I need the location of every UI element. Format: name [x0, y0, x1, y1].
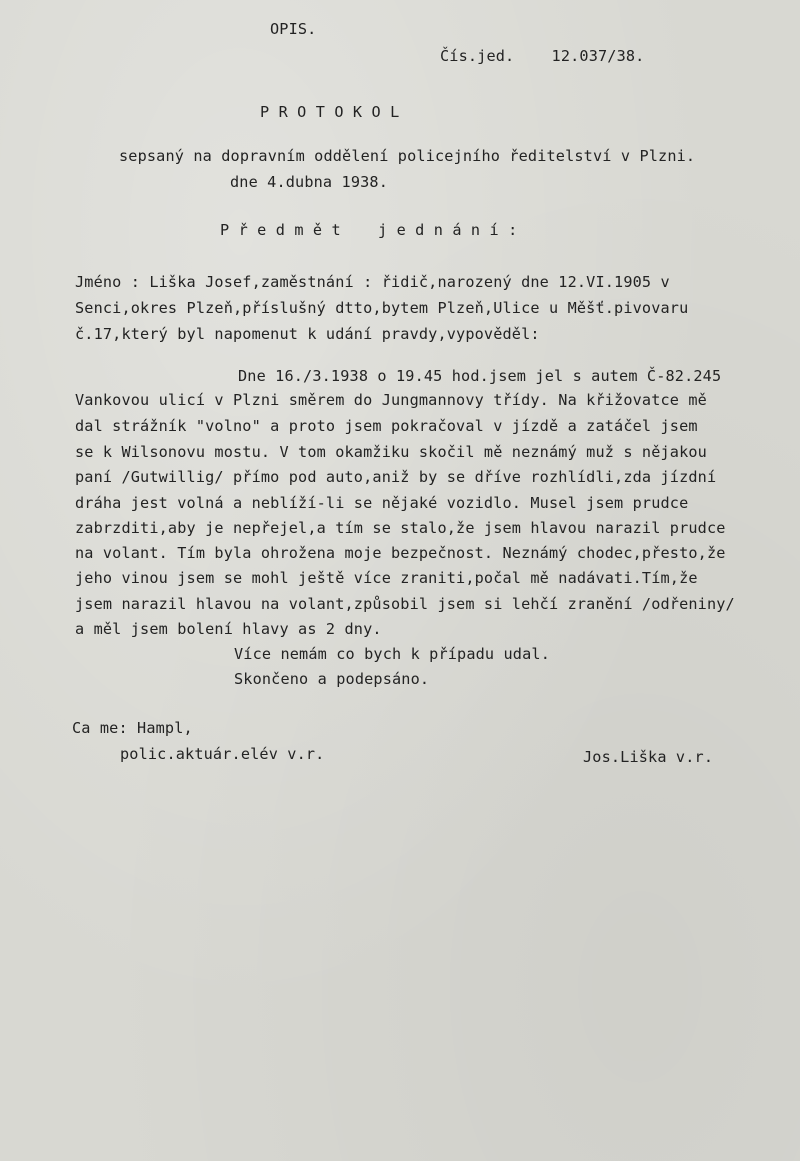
- intro-line: Jméno : Liška Josef,zaměstnání : řidič,narozený dne 12.VI.1905 v: [75, 273, 670, 291]
- statement-line: paní /Gutwillig/ přímo pod auto,aniž by se dříve rozhlídli,zda jízdní: [75, 468, 717, 486]
- subject-heading: P ř e d m ě t j e d n á n í :: [220, 221, 518, 239]
- signature-officer-name: Ca me: Hampl,: [72, 719, 193, 737]
- signature-officer-title: polic.aktuár.elév v.r.: [120, 745, 325, 763]
- reference-number: Čís.jed. 12.037/38.: [440, 47, 645, 65]
- statement-line: zabrzditi,aby je nepřejel,a tím se stalo,že jsem hlavou narazil prudce: [75, 519, 726, 537]
- statement-line: dal strážník "volno" a proto jsem pokračoval v jízdě a zatáčel jsem: [75, 417, 698, 435]
- subtitle-date: dne 4.dubna 1938.: [230, 173, 388, 191]
- statement-line: Dne 16./3.1938 o 19.45 hod.jsem jel s autem Č-82.245: [238, 367, 722, 385]
- statement-line: a měl jsem bolení hlavy as 2 dny.: [75, 620, 382, 638]
- statement-line: se k Wilsonovu mostu. V tom okamžiku skočil mě neznámý muž s nějakou: [75, 443, 707, 461]
- statement-line: Vankovou ulicí v Plzni směrem do Jungmannovy třídy. Na křižovatce mě: [75, 391, 707, 409]
- statement-line: jeho vinou jsem se mohl ještě více zraniti,počal mě nadávati.Tím,že: [75, 569, 698, 587]
- document-title: P R O T O K O L: [260, 103, 400, 121]
- intro-line: Senci,okres Plzeň,příslušný dtto,bytem Plzeň,Ulice u Měšť.pivovaru: [75, 299, 689, 317]
- statement-line: jsem narazil hlavou na volant,způsobil jsem si lehčí zranění /odřeniny/: [75, 595, 735, 613]
- signature-declarant: Jos.Liška v.r.: [583, 748, 714, 766]
- statement-line: na volant. Tím byla ohrožena moje bezpečnost. Neznámý chodec,přesto,že: [75, 544, 726, 562]
- closing-line: Více nemám co bych k případu udal.: [234, 645, 550, 663]
- closing-line: Skončeno a podepsáno.: [234, 670, 430, 688]
- intro-line: č.17,který byl napomenut k udání pravdy,vypověděl:: [75, 325, 540, 343]
- copy-label: OPIS.: [270, 20, 317, 38]
- subtitle-line-1: sepsaný na dopravním oddělení policejního ředitelství v Plzni.: [119, 147, 696, 165]
- statement-line: dráha jest volná a neblíží-li se nějaké vozidlo. Musel jsem prudce: [75, 494, 689, 512]
